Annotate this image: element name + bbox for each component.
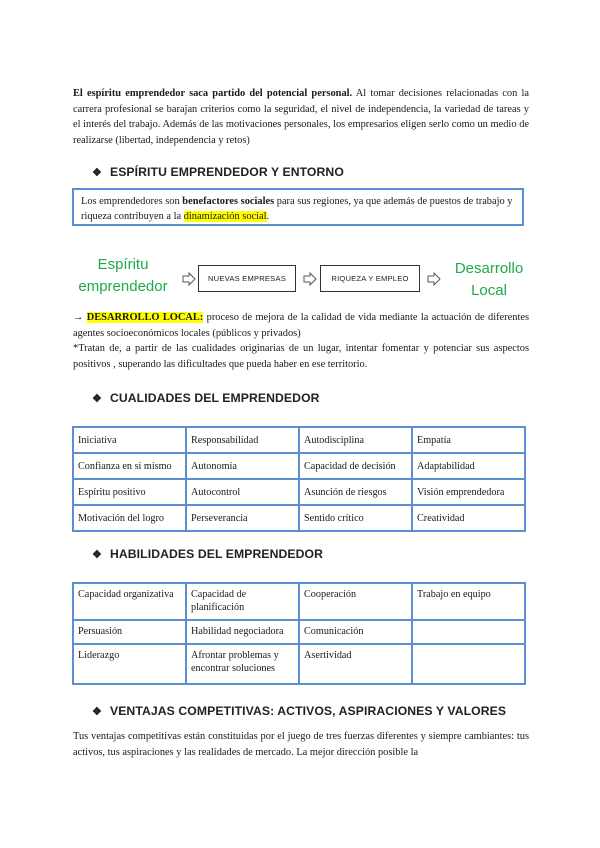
table-cell: Capacidad de decisión [299, 453, 412, 479]
table-row [73, 644, 525, 684]
table-row [73, 479, 525, 505]
table-row [73, 583, 525, 620]
local-term: DESARROLLO LOCAL: [86, 312, 204, 323]
section-title: CUALIDADES DEL EMPRENDEDOR [109, 391, 320, 405]
table-cell: Responsabilidad [186, 427, 299, 453]
table-cell: Afrontar problemas y encontrar soluciones [186, 644, 299, 684]
table-cell [412, 644, 525, 684]
table-cell: Autonomía [186, 453, 299, 479]
diamond-bullet-icon: ❖ [92, 549, 102, 561]
table-cell: Motivación del logro [73, 505, 186, 531]
table-cell: Iniciativa [73, 427, 186, 453]
section-heading-habilidades [92, 547, 323, 561]
table-cell: Adaptabilidad [412, 453, 525, 479]
table-cell: Empatía [412, 427, 525, 453]
table-cell: Trabajo en equipo [412, 583, 525, 620]
flow-start [68, 254, 178, 298]
skills-table [72, 582, 526, 685]
table-cell: Persuasión [73, 620, 186, 644]
table-cell: Perseverancia [186, 505, 299, 531]
arrow-right-icon [182, 272, 196, 286]
flow-start-line: Espíritu [97, 256, 149, 273]
box-highlight: dinamización social [183, 210, 267, 222]
box-text: Los emprendedores son [81, 196, 183, 207]
table-cell: Liderazgo [73, 644, 186, 684]
table-cell: Comunicación [299, 620, 412, 644]
definition-box [72, 188, 524, 226]
local-definition: proceso de mejora de la calidad de vida mediante la actuación de diferentes agentes socioeconómicos locales (públicos y privados) [73, 312, 529, 339]
diamond-bullet-icon: ❖ [92, 393, 102, 405]
table-cell: Creatividad [412, 505, 525, 531]
table-cell: Visión emprendedora [412, 479, 525, 505]
table-cell: Capacidad de planificación [186, 583, 299, 620]
section-heading-entorno [92, 165, 344, 179]
table-cell: Confianza en sí mismo [73, 453, 186, 479]
ventajas-paragraph: Tus ventajas competitivas están constituidas por el juego de tres fuerzas diferentes y siempre cambiantes: tus activos, tus aspiraciones y las realidades de mercado. La mejor dirección posible la [73, 731, 529, 758]
box-bold: benefactores sociales [182, 196, 275, 207]
table-row [73, 620, 525, 644]
table-cell: Sentido crítico [299, 505, 412, 531]
table-cell: Habilidad negociadora [186, 620, 299, 644]
table-cell: Espíritu positivo [73, 479, 186, 505]
arrow-right-icon [303, 272, 317, 286]
section-title: VENTAJAS COMPETITIVAS: ACTIVOS, ASPIRACIONES Y VALORES [109, 704, 507, 718]
table-cell [412, 620, 525, 644]
section-title: ESPÍRITU EMPRENDEDOR Y ENTORNO [109, 165, 344, 179]
local-development-paragraph [73, 310, 529, 341]
table-row [73, 427, 525, 453]
diamond-bullet-icon: ❖ [92, 706, 102, 718]
table-cell: Asunción de riesgos [299, 479, 412, 505]
box-text: . [266, 210, 270, 222]
intro-text: Al tomar decisiones relacionadas con la carrera profesional se barajan criterios como la seguridad, el nivel de independencia, la variedad de tareas y el interés del trabajo. Además de las motivaciones personales, los empresarios eligen serlo como un medio de realizarse (libertad, independencia y retos) [73, 88, 529, 146]
diamond-bullet-icon: ❖ [92, 167, 102, 179]
table-cell: Cooperación [299, 583, 412, 620]
arrow-glyph: → [73, 312, 87, 323]
section-title: HABILIDADES DEL EMPRENDEDOR [109, 547, 324, 561]
table-row [73, 453, 525, 479]
intro-bold: El espíritu emprendedor saca partido del potencial personal. [73, 88, 353, 99]
table-cell: Capacidad organizativa [73, 583, 186, 620]
flow-end [444, 258, 534, 302]
flow-step-nuevas-empresas: NUEVAS EMPRESAS [198, 265, 296, 292]
table-row [73, 505, 525, 531]
flow-step-riqueza-empleo: RIQUEZA Y EMPLEO [320, 265, 420, 292]
intro-paragraph [73, 86, 529, 148]
local-note: *Tratan de, a partir de las cualidades originarias de un lugar, intentar fomentar y potenciar sus aspectos positivos , superando las dificultades que pueda haber en ese territorio. [73, 343, 529, 370]
arrow-right-icon [427, 272, 441, 286]
table-cell: Autocontrol [186, 479, 299, 505]
table-cell: Autodisciplina [299, 427, 412, 453]
box-text: para sus regiones, ya que además de puestos de trabajo y riqueza contribuyen a la [81, 196, 513, 222]
section-heading-ventajas [92, 704, 506, 718]
flow-end-line: Local [471, 282, 507, 299]
flow-end-line: Desarrollo [454, 260, 524, 277]
section-heading-cualidades [92, 391, 320, 405]
qualities-table [72, 426, 526, 532]
table-cell: Asertividad [299, 644, 412, 684]
flow-start-line: emprendedor [78, 278, 168, 295]
